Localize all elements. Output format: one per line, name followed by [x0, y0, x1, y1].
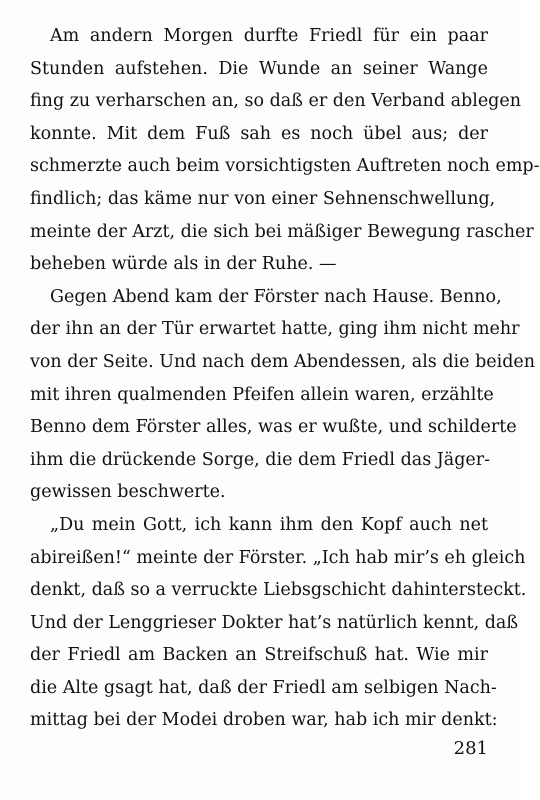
- text-line: der ihn an der Tür erwartet hatte, ging ihm nicht mehr: [30, 319, 520, 340]
- paragraph-3: [30, 509, 527, 737]
- text-line: schmerzte auch beim vorsichtigsten Auftreten noch emp-: [30, 156, 540, 177]
- text-line: Gegen Abend kam der Förster nach Hause. Benno,: [50, 286, 502, 307]
- text-line: beheben würde als in der Ruhe. —: [30, 254, 337, 275]
- paragraph-1: [30, 20, 540, 281]
- body-text: [30, 20, 540, 737]
- text-line: mit ihren qualmenden Pfeifen allein waren, erzählte: [30, 384, 494, 405]
- text-line: fing zu verharschen an, so daß er den Verband ablegen: [30, 91, 521, 112]
- text-line: mittag bei der Modei droben war, hab ich mir denkt:: [30, 710, 498, 731]
- text-line: von der Seite. Und nach dem Abendessen, als die beiden: [30, 351, 536, 372]
- text-line: „Du mein Gott, ich kann ihm den Kopf auch net: [50, 514, 488, 535]
- text-line: findlich; das käme nur von einer Sehnenschwellung,: [30, 188, 496, 209]
- paragraph-2: [30, 281, 536, 509]
- text-line: gewissen beschwerte.: [30, 482, 226, 503]
- text-line: abireißen!“ meinte der Förster. „Ich hab mir’s eh gleich: [30, 547, 526, 568]
- text-line: Am andern Morgen durfte Friedl für ein paar: [50, 26, 488, 46]
- text-line: der Friedl am Backen an Streifschuß hat. Wie mir: [30, 645, 488, 666]
- text-line: Stunden aufstehen. Die Wunde an seiner Wange: [30, 58, 488, 79]
- text-line: denkt, daß so a verruckte Liebsgschicht dahintersteckt.: [30, 580, 527, 601]
- text-line: konnte. Mit dem Fuß sah es noch übel aus; der: [30, 123, 488, 144]
- text-line: meinte der Arzt, die sich bei mäßiger Bewegung rascher: [30, 221, 534, 242]
- text-line: Benno dem Förster alles, was er wußte, und schilderte: [30, 417, 517, 438]
- text-line: die Alte gsagt hat, daß der Friedl am selbigen Nach-: [30, 677, 497, 698]
- page-number: 281: [453, 738, 488, 759]
- text-line: ihm die drückende Sorge, die dem Friedl das Jäger-: [30, 449, 491, 470]
- text-line: Und der Lenggrieser Dokter hat’s natürlich kennt, daß: [30, 612, 519, 633]
